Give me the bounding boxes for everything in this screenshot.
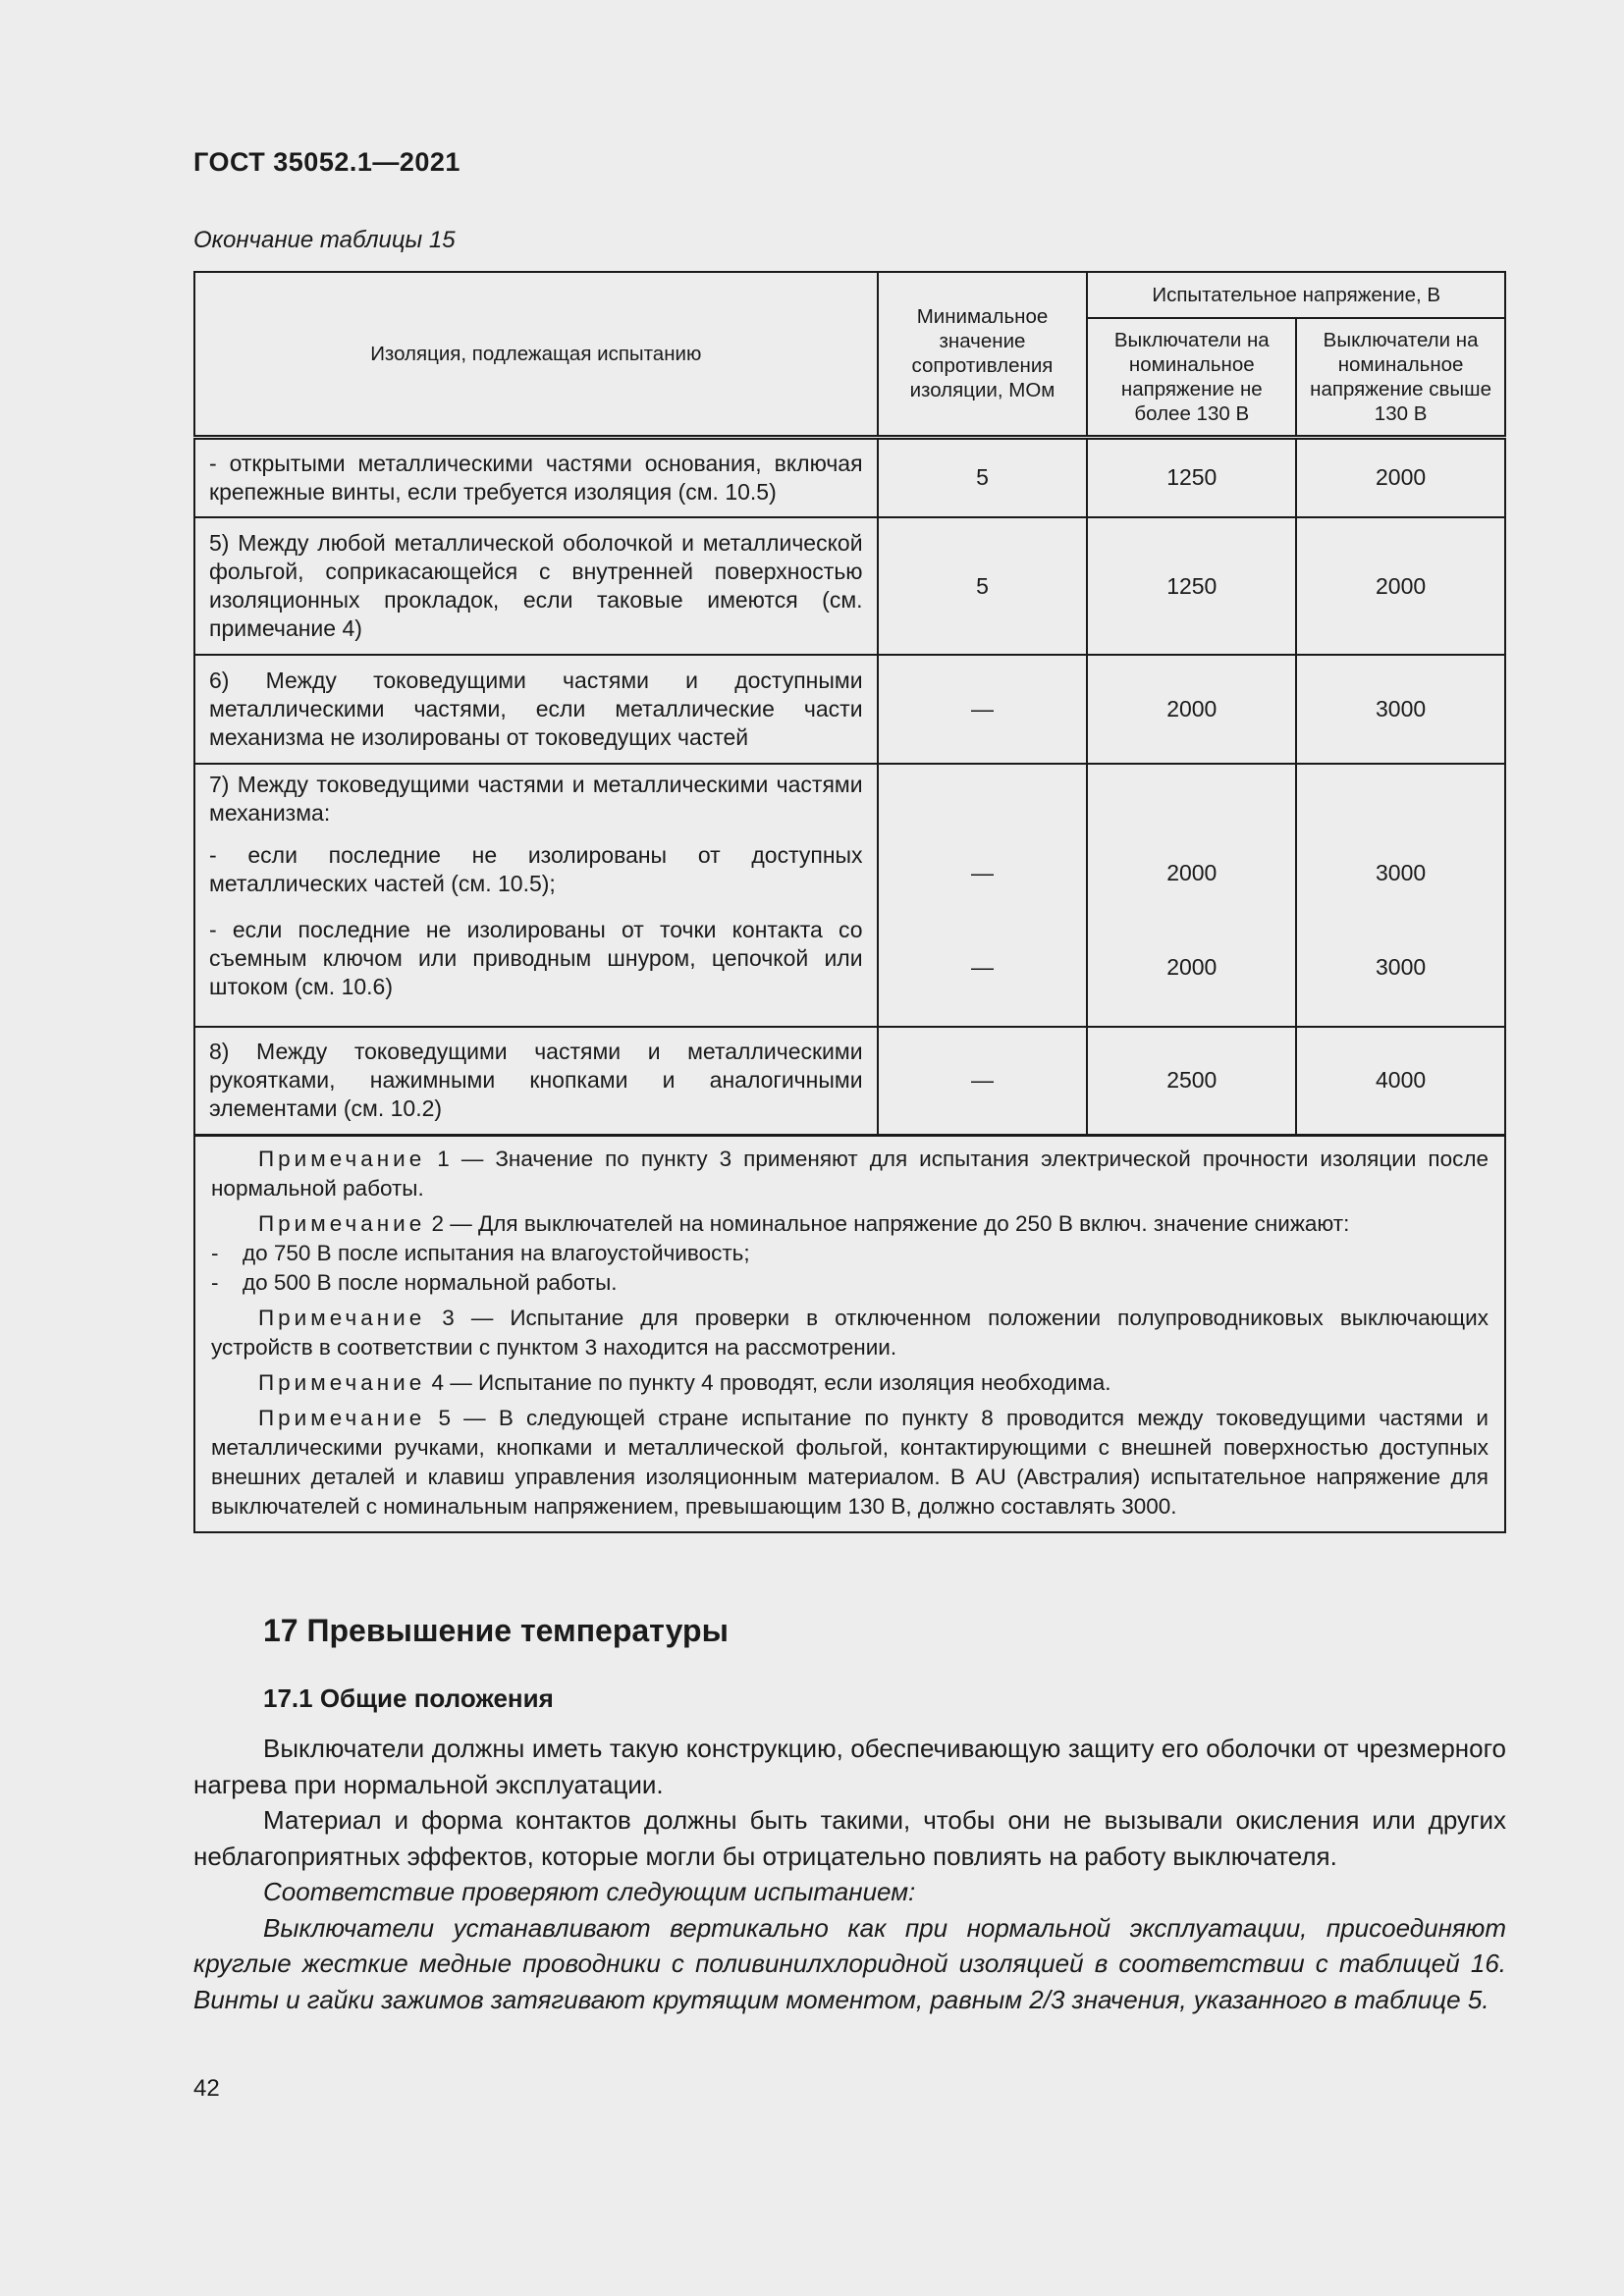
row-sub-desc: - если последние не изолированы от точки контакта со съемным ключом или приводным шнуром, цепочкой или штоком (см. 10.6) [209, 917, 863, 999]
page-number: 42 [193, 2075, 220, 2102]
header-min-resistance: Минимальное значение сопротивления изоляции, МОм [878, 272, 1088, 437]
paragraph: Выключатели должны иметь такую конструкцию, обеспечивающую защиту его оболочки от чрезмерного нагрева при нормальной эксплуатации. [193, 1734, 1506, 1799]
note-1: Примечание 1 — Значение по пункту 3 применяют для испытания электрической прочности изоляции после нормальной работы. [211, 1146, 1489, 1201]
header-above-130: Выключатели на номинальное напряжение свыше 130 В [1296, 318, 1505, 437]
document-id: ГОСТ 35052.1—2021 [193, 147, 460, 177]
row-v2: 4000 [1296, 1027, 1505, 1135]
paragraph: Выключатели устанавливают вертикально как при нормальной эксплуатации, присоединяют круглые жесткие медные проводники с поливинилхлоридной изоляцией в соответствии с таблицей 16. Винты и гайки зажимов затягивают крутящим моментом, равным 2/3 значения, указанного в таблице 5. [193, 1912, 1506, 2014]
paragraph: Материал и форма контактов должны быть такими, чтобы они не вызывали окисления или других неблагоприятных эффектов, которые могли бы отрицательно повлиять на работу выключателя. [193, 1805, 1506, 1871]
header-insulation: Изоляция, подлежащая испытанию [194, 272, 878, 437]
row-sub-v1: 2000 [1166, 860, 1218, 885]
row-sub-desc: - если последние не изолированы от доступных металлических частей (см. 10.5); [209, 842, 863, 896]
row-desc: - открытыми металлическими частями основания, включая крепежные винты, если требуется изоляция (см. 10.5) [194, 437, 878, 517]
row-min: 5 [878, 517, 1088, 655]
table-row [194, 1027, 1505, 1135]
row-v1: 2500 [1087, 1027, 1296, 1135]
row-v2: 3000 [1296, 655, 1505, 764]
row-min: — [878, 655, 1088, 764]
row-sub-v2: 3000 [1376, 954, 1427, 980]
table-row [194, 437, 1505, 517]
table-notes [194, 1135, 1505, 1532]
subsection-title: 17.1 Общие положения [263, 1683, 554, 1713]
row-v2: 2000 [1296, 437, 1505, 517]
note-2: Примечание 2 — Для выключателей на номинальное напряжение до 250 В включ. значение снижают: [258, 1210, 1350, 1236]
row-min: — [878, 1027, 1088, 1135]
row-desc: 7) Между токоведущими частями и металлическими частями механизма: [209, 772, 863, 826]
row-sub-v2: 3000 [1376, 860, 1427, 885]
paragraph: Соответствие проверяют следующим испытанием: [263, 1877, 916, 1906]
row-desc: 6) Между токоведущими частями и доступными металлическими частями, если металлические части механизма не изолированы от токоведущих частей [194, 655, 878, 764]
row-v1: 2000 [1087, 655, 1296, 764]
row-v2: 2000 [1296, 517, 1505, 655]
table-row [194, 517, 1505, 655]
section-body [193, 1731, 1506, 2017]
table-row [194, 655, 1505, 764]
note-2-item: - до 750 В после испытания на влагоустойчивость; [211, 1240, 750, 1265]
header-test-voltage: Испытательное напряжение, В [1087, 272, 1505, 318]
row-sub-min: — [970, 954, 994, 980]
note-2-item: - до 500 В после нормальной работы. [211, 1269, 618, 1295]
note-3: Примечание 3 — Испытание для проверки в отключенном положении полупроводниковых выключающих устройств в соответствии с пунктом 3 находится на рассмотрении. [211, 1305, 1489, 1360]
row-sub-v1: 2000 [1166, 954, 1218, 980]
table-row [194, 764, 1505, 1027]
row-desc: 5) Между любой металлической оболочкой и металлической фольгой, соприкасающейся с внутренней поверхностью изоляционных прокладок, если таковые имеются (см. примечание 4) [194, 517, 878, 655]
section-title: 17 Превышение температуры [263, 1613, 729, 1648]
header-up-to-130: Выключатели на номинальное напряжение не более 130 В [1087, 318, 1296, 437]
note-5: Примечание 5 — В следующей стране испытание по пункту 8 проводится между токоведущими частями и металлическими ручками, кнопками и металлической фольгой, контактирующими с внешней поверхностью доступных внешних деталей и клавиш управления изоляционным материалом. В AU (Австралия) испытательное напряжение для выключателей с номинальным напряжением, превышающим 130 В, должно составлять 3000. [211, 1405, 1489, 1519]
table-caption: Окончание таблицы 15 [193, 227, 456, 253]
row-v1: 1250 [1087, 437, 1296, 517]
row-sub-min: — [970, 860, 994, 885]
test-voltage-table [193, 271, 1506, 1533]
note-4: Примечание 4 — Испытание по пункту 4 проводят, если изоляция необходима. [258, 1369, 1111, 1395]
row-min: 5 [878, 437, 1088, 517]
row-desc: 8) Между токоведущими частями и металлическими рукоятками, нажимными кнопками и аналогичными элементами (см. 10.2) [194, 1027, 878, 1135]
row-v1: 1250 [1087, 517, 1296, 655]
